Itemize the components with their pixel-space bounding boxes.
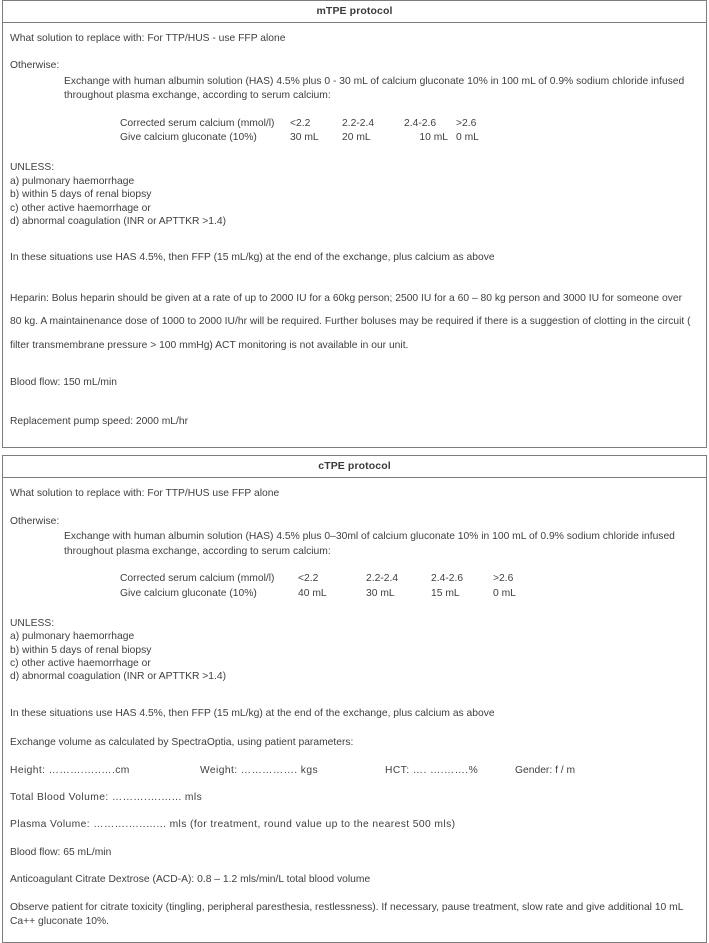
ctpe-calcium-row2-val-0: 40 mL — [298, 587, 327, 599]
ctpe-acd-a-line: Anticoagulant Citrate Dextrose (ACD-A): 0.8 – 1.2 mls/min/L total blood volume — [10, 873, 371, 885]
ctpe-unless-item-a: a) pulmonary haemorrhage — [10, 631, 135, 643]
spacer — [10, 695, 699, 707]
mtpe-otherwise-label: Otherwise: — [10, 60, 60, 72]
ctpe-unless-item-c: c) other active haemorrhage or — [10, 657, 151, 669]
table-row — [120, 587, 516, 601]
gender-field[interactable]: Gender: f / m — [515, 765, 576, 777]
mtpe-heparin-paragraph: Heparin: Bolus heparin should be given at a rate of up to 2000 IU for a 60kg person; 2500 IU for a 60 – 80 kg person and 3000 IU for someone over 80 kg. A maintainenance dose of 1000 to 2000 IU/hr will be required. Further boluses may be required if there is a suggestion of clotting in the circuit ( filter transmembrane pressure > 100 mmHg) ACT monitoring is not available in our unit. — [10, 292, 691, 351]
mtpe-calcium-row1-val-1: 2.2-2.4 — [342, 117, 375, 129]
ctpe-calcium-dosing-table — [120, 572, 516, 600]
mtpe-title: mTPE protocol — [3, 1, 706, 23]
spacer — [10, 929, 699, 935]
ctpe-plasma-volume-field[interactable]: Plasma Volume: ……….…..…... mls (for treatment, round value up to the nearest 500 mls) — [10, 819, 456, 831]
mtpe-calcium-dosing-table — [120, 117, 479, 145]
ctpe-replace-solution-line: What solution to replace with: For TTP/HUS use FFP alone — [10, 488, 280, 500]
ctpe-calcium-row1-val-1: 2.2-2.4 — [366, 573, 399, 585]
mtpe-unless-item-a: a) pulmonary haemorrhage — [10, 175, 135, 187]
ctpe-exchange-instructions: Exchange with human albumin solution (HAS) 4.5% plus 0–30ml of calcium gluconate 10% in 100 mL of 0.9% sodium chloride infused throughout plasma exchange, according to serum calcium: — [64, 531, 675, 557]
ctpe-calcium-row2-val-1: 30 mL — [366, 587, 395, 599]
table-row — [120, 131, 479, 145]
weight-field[interactable]: Weight: ……………. kgs — [200, 765, 319, 777]
mtpe-protocol-table — [2, 0, 707, 448]
table-row — [120, 572, 516, 586]
mtpe-calcium-row2-val-3: 0 mL — [456, 132, 479, 144]
ctpe-otherwise-label: Otherwise: — [10, 515, 60, 527]
spacer — [10, 389, 699, 415]
ctpe-protocol-table — [2, 455, 707, 943]
mtpe-unless-item-b: b) within 5 days of renal biopsy — [10, 189, 152, 201]
mtpe-calcium-row1-label: Corrected serum calcium (mmol/l) — [120, 117, 275, 129]
mtpe-calcium-row2-label: Give calcium gluconate (10%) — [120, 132, 257, 144]
ctpe-unless-item-b: b) within 5 days of renal biopsy — [10, 644, 152, 656]
mtpe-unless-label: UNLESS: — [10, 162, 55, 174]
mtpe-situations-line: In these situations use HAS 4.5%, then FFP (15 mL/kg) at the end of the exchange, plus calcium as above — [10, 252, 495, 264]
mtpe-body — [3, 23, 706, 447]
ctpe-unless-block — [10, 617, 699, 684]
ctpe-total-blood-volume-field[interactable]: Total Blood Volume: ……….….…... mls — [10, 791, 203, 803]
ctpe-patient-parameters-row — [10, 764, 699, 777]
mtpe-unless-block — [10, 161, 699, 228]
ctpe-citrate-toxicity-note: Observe patient for citrate toxicity (tingling, peripheral paresthesia, restlessness). If necessary, pause treatment, slow rate and give additional 10 mL Ca++ gluconate 10%. — [10, 902, 684, 928]
mtpe-calcium-row1-val-3: >2.6 — [456, 117, 477, 129]
spacer — [10, 358, 699, 376]
spacer — [10, 265, 699, 287]
mtpe-replace-solution-line: What solution to replace with: For TTP/HUS - use FFP alone — [10, 33, 286, 44]
ctpe-title: cTPE protocol — [3, 456, 706, 478]
ctpe-calcium-row1-val-0: <2.2 — [298, 573, 319, 585]
ctpe-calcium-row2-val-3: 0 mL — [493, 587, 516, 599]
ctpe-calcium-row2-label: Give calcium gluconate (10%) — [120, 587, 257, 599]
mtpe-calcium-row1-val-0: <2.2 — [290, 117, 311, 129]
hct-field[interactable]: HCT: …. ….…….% — [385, 765, 479, 777]
spacer — [10, 239, 699, 251]
mtpe-calcium-row1-val-2: 2.4-2.6 — [404, 117, 437, 129]
ctpe-exchange-volume-line: Exchange volume as calculated by SpectraOptia, using patient parameters: — [10, 737, 354, 749]
height-field[interactable]: Height: ……….…..….cm — [10, 765, 130, 777]
mtpe-unless-item-d: d) abnormal coagulation (INR or APTTKR >1.4) — [10, 215, 227, 227]
ctpe-blood-flow: Blood flow: 65 mL/min — [10, 846, 112, 858]
mtpe-calcium-row2-val-0: 30 mL — [290, 132, 319, 144]
table-gap — [0, 448, 709, 455]
ctpe-calcium-row1-label: Corrected serum calcium (mmol/l) — [120, 573, 275, 585]
ctpe-unless-label: UNLESS: — [10, 617, 55, 629]
spacer — [10, 428, 699, 440]
ctpe-body — [3, 478, 706, 942]
mtpe-blood-flow: Blood flow: 150 mL/min — [10, 376, 118, 388]
mtpe-unless-item-c: c) other active haemorrhage or — [10, 202, 151, 214]
ctpe-situations-line: In these situations use HAS 4.5%, then FFP (15 mL/kg) at the end of the exchange, plus calcium as above — [10, 707, 495, 719]
ctpe-calcium-row1-val-3: >2.6 — [493, 573, 514, 585]
mtpe-replacement-pump-speed: Replacement pump speed: 2000 mL/hr — [10, 416, 189, 428]
mtpe-calcium-row2-val-1: 20 mL — [342, 132, 371, 144]
mtpe-calcium-row2-val-2: 10 mL — [419, 132, 448, 144]
mtpe-exchange-instructions: Exchange with human albumin solution (HAS) 4.5% plus 0 - 30 mL of calcium gluconate 10% in 100 mL of 0.9% sodium chloride infused throughout plasma exchange, according to serum calcium: — [64, 75, 685, 102]
ctpe-calcium-row2-val-2: 15 mL — [431, 587, 460, 599]
ctpe-calcium-row1-val-2: 2.4-2.6 — [431, 573, 464, 585]
table-row — [120, 117, 479, 131]
ctpe-unless-item-d: d) abnormal coagulation (INR or APTTKR >1.4) — [10, 671, 227, 683]
